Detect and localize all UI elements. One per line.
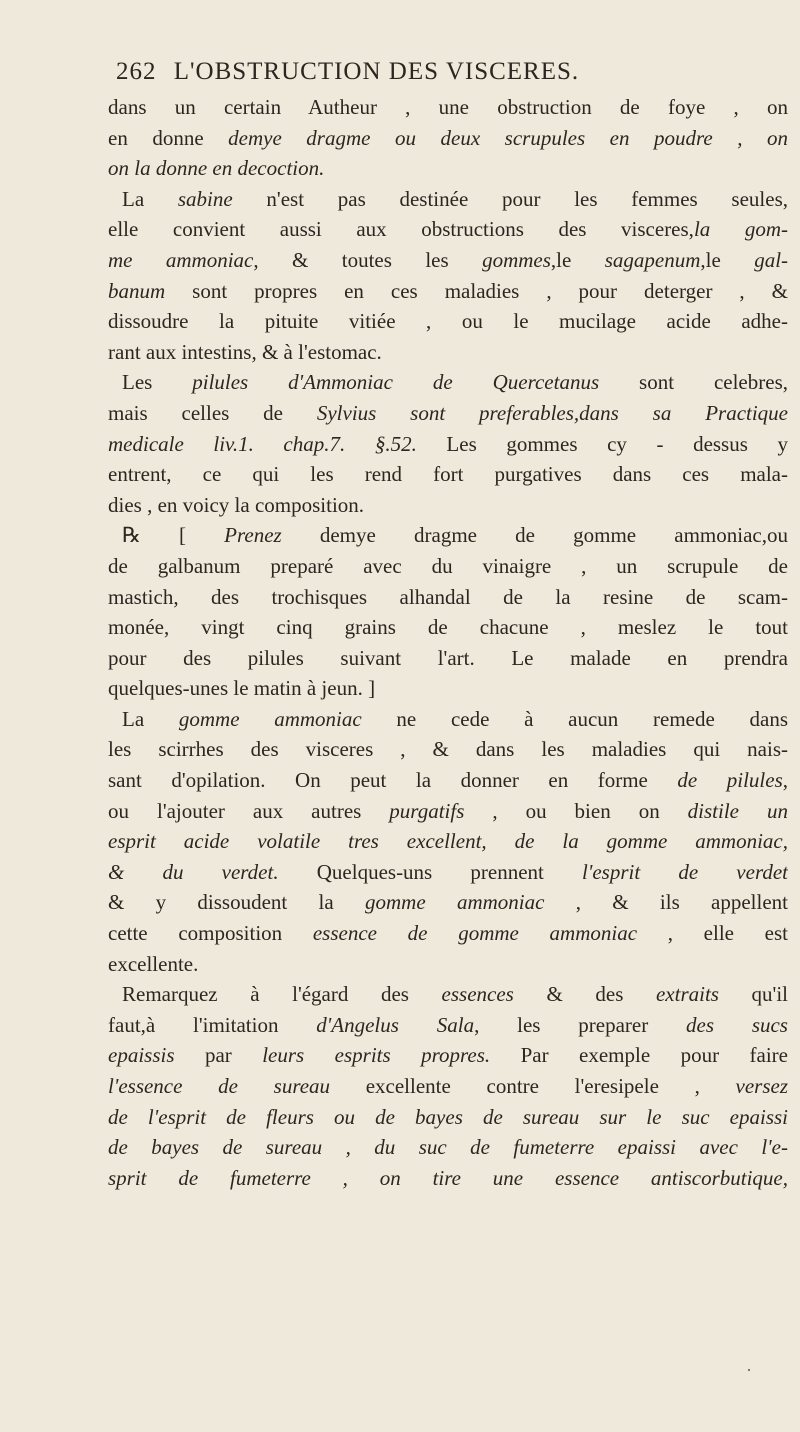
italic-text: sagapenum	[604, 247, 701, 272]
text-segment: ,	[782, 768, 788, 793]
italic-text: l'esprit de verdet	[582, 859, 788, 884]
italic-text: on la donne en decoction.	[108, 156, 325, 181]
text-segment: par	[174, 1043, 263, 1068]
text-segment: cette composition	[108, 921, 313, 946]
text-line	[108, 857, 788, 888]
text-segment: excellente contre l'eresipele ,	[330, 1074, 736, 1098]
text-line	[108, 796, 788, 827]
italic-text: pilules d'Ammoniac de Quercetanus	[192, 370, 600, 395]
text-segment: ou l'ajouter aux autres	[108, 798, 390, 823]
text-segment: Par exemple pour faire	[490, 1043, 788, 1068]
italic-text: gomme ammoniac	[365, 890, 545, 915]
text-line	[108, 765, 788, 796]
text-segment: sant d'opilation. On peut la donner en forme	[108, 768, 678, 793]
text-line	[108, 582, 788, 613]
italic-text: essences	[441, 982, 514, 1007]
text-line	[108, 367, 788, 398]
ink-mark: ·	[746, 1360, 752, 1380]
text-line	[108, 1040, 788, 1071]
text-line	[108, 887, 788, 918]
italic-text: medicale liv.1. chap.7. §.52.	[108, 431, 417, 456]
italic-text: leurs esprits propres.	[262, 1043, 491, 1068]
italic-text: gomme ammoniac	[178, 706, 362, 731]
text-segment: demye dragme de gomme ammoniac,ou	[281, 523, 788, 548]
text-line	[108, 429, 788, 460]
text-line	[108, 245, 788, 276]
text-line	[108, 306, 788, 337]
text-line	[108, 1071, 788, 1102]
italic-text: epaissis	[108, 1043, 175, 1068]
text-segment: excellente.	[108, 951, 199, 976]
italic-text: extraits	[655, 982, 719, 1007]
italic-text: Prenez	[224, 523, 282, 548]
text-segment: dans un certain Autheur , une obstruction de foye , on	[108, 95, 788, 119]
text-line	[108, 643, 788, 674]
text-segment: rant aux intestins, & à l'estomac.	[108, 339, 382, 364]
text-segment: n'est pas destinée pour les femmes seules,	[232, 186, 788, 211]
text-segment: Remarquez à l'égard des	[122, 982, 442, 1007]
text-line	[108, 1163, 788, 1194]
italic-text: d'Angelus Sala	[316, 1012, 475, 1037]
text-segment: mastich, des trochisques alhandal de la resine de scam-	[108, 584, 788, 609]
text-segment: pour des pilules suivant l'art. Le malade en prendra	[108, 645, 788, 670]
text-line	[108, 551, 788, 582]
text-segment: , ou bien on	[464, 798, 688, 823]
text-line	[108, 92, 788, 123]
text-segment: Les	[122, 370, 193, 395]
text-segment: dissoudre la pituite vitiée , ou le mucilage acide adhe-	[108, 309, 788, 334]
italic-text: essence de gomme ammoniac	[312, 921, 638, 946]
italic-text: la gom-	[693, 217, 788, 242]
italic-text: Sylvius sont preferables,dans sa Practique	[316, 400, 788, 425]
text-segment: dies , en voicy la composition.	[108, 492, 365, 517]
header-title: L'OBSTRUCTION DES VISCERES.	[173, 58, 580, 85]
text-segment: & des	[513, 982, 656, 1007]
italic-text: & du verdet.	[108, 859, 279, 884]
text-segment: sont celebres,	[599, 370, 788, 395]
text-segment: , & ils appellent	[544, 890, 788, 915]
italic-text: gommes	[482, 247, 551, 272]
text-segment: de galbanum preparé avec du vinaigre , un scrupule de	[108, 553, 788, 578]
text-segment: en donne	[108, 125, 229, 150]
text-segment: Les gommes cy - dessus y	[416, 431, 788, 456]
text-segment: , & toutes les	[253, 247, 483, 272]
text-line	[108, 490, 788, 521]
text-segment: La	[122, 186, 178, 211]
text-line	[108, 826, 788, 857]
italic-text: sabine	[177, 186, 233, 211]
text-line	[108, 214, 788, 245]
italic-text: demye dragme ou deux scrupules en poudre , on	[228, 125, 788, 150]
text-segment: monée, vingt cinq grains de chacune , meslez le tout	[108, 615, 788, 640]
italic-text: me ammoniac	[108, 247, 254, 272]
italic-text: purgatifs	[389, 798, 465, 823]
text-segment: mais celles de	[108, 400, 317, 425]
text-line	[108, 612, 788, 643]
text-segment: ne cede à aucun remede dans	[361, 706, 788, 731]
text-line	[108, 734, 788, 765]
italic-text: de pilules	[677, 768, 783, 793]
text-segment: sont propres en ces maladies , pour deterger , &	[165, 278, 788, 303]
page-number: 262	[116, 58, 157, 85]
text-line	[108, 673, 788, 704]
italic-text: gal-	[754, 247, 788, 272]
text-line	[108, 153, 788, 184]
text-line	[108, 459, 788, 490]
text-segment: quelques-unes le matin à jeun. ]	[108, 676, 376, 701]
text-line	[108, 949, 788, 980]
italic-text: de bayes de sureau , du suc de fumeterre epaissi avec l'e-	[108, 1135, 788, 1160]
text-line	[108, 520, 788, 551]
text-line	[108, 276, 788, 307]
running-header	[116, 58, 776, 86]
text-segment: ℞ [	[122, 523, 225, 548]
text-segment: faut,à l'imitation	[108, 1012, 317, 1037]
text-line	[108, 1132, 788, 1163]
text-line	[108, 184, 788, 215]
text-segment: La	[122, 706, 179, 731]
text-line	[108, 337, 788, 368]
text-segment: entrent, ce qui les rend fort purgatives dans ces mala-	[108, 462, 788, 487]
italic-text: de l'esprit de fleurs ou de bayes de sureau sur le suc epaissi	[108, 1104, 788, 1129]
text-line	[108, 979, 788, 1010]
text-line	[108, 398, 788, 429]
text-segment: , les preparer	[474, 1012, 687, 1037]
text-line	[108, 918, 788, 949]
italic-text: sprit de fumeterre , on tire une essence antiscorbutique,	[108, 1165, 788, 1190]
text-segment: Quelques-uns prennent	[278, 859, 583, 884]
text-line	[108, 123, 788, 154]
italic-text: des sucs	[686, 1012, 788, 1037]
text-segment: & y dissoudent la	[108, 890, 365, 915]
italic-text: versez	[735, 1074, 788, 1098]
text-segment: ,le	[550, 247, 605, 272]
italic-text: banum	[108, 278, 166, 303]
body-text	[108, 92, 788, 1193]
text-segment: , elle est	[637, 921, 788, 946]
italic-text: distile un	[687, 798, 788, 823]
text-segment: elle convient aussi aux obstructions des visceres,	[108, 217, 694, 242]
text-segment: qu'il	[718, 982, 788, 1007]
text-segment: les scirrhes des visceres , & dans les maladies qui nais-	[108, 737, 788, 762]
text-line	[108, 704, 788, 735]
italic-text: esprit acide volatile tres excellent, de la gomme ammoniac,	[108, 829, 788, 854]
italic-text: l'essence de sureau	[108, 1074, 331, 1098]
text-line	[108, 1010, 788, 1041]
text-line	[108, 1102, 788, 1133]
text-segment: ,le	[700, 247, 755, 272]
